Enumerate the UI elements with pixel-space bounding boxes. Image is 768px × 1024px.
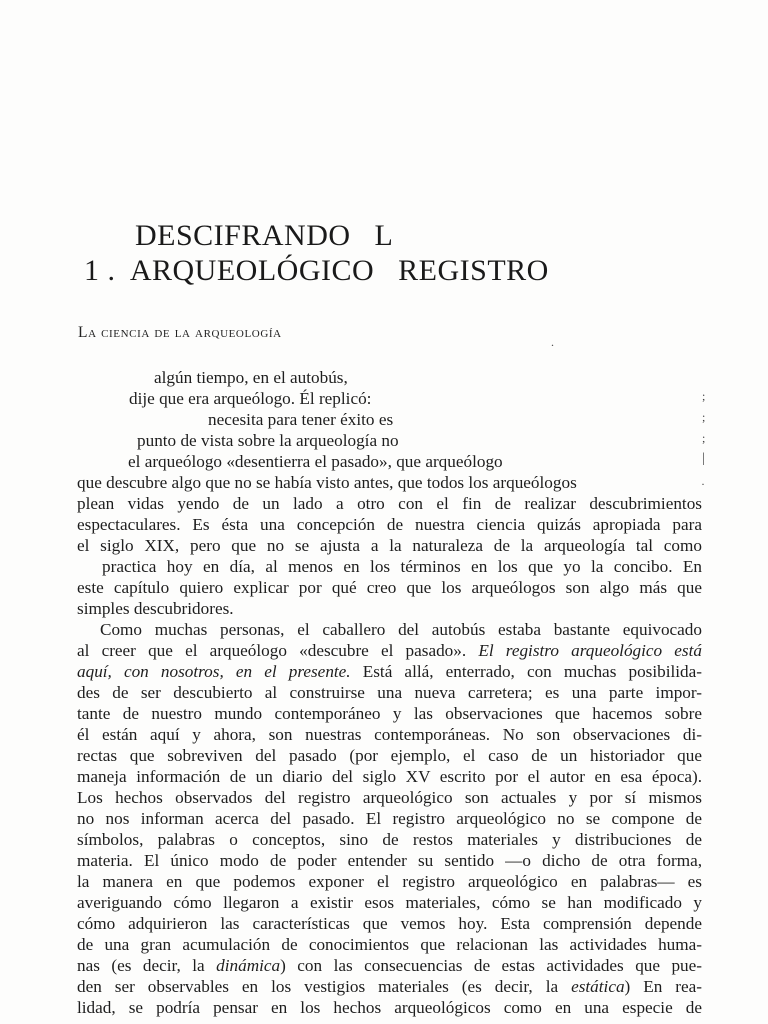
text-line: él están aquí y ahora, son nuestras contemporáneas. No son observaciones di- <box>77 725 702 744</box>
chapter-title-line-1: DESCIFRANDO L <box>135 219 394 252</box>
text-line: simples descubridores. <box>77 599 234 618</box>
text-line <box>77 976 702 997</box>
section-heading-text: La ciencia de la arqueología <box>78 324 282 341</box>
text-line: que descubre algo que no se había visto antes, que todos los arqueólogos <box>77 473 577 492</box>
text-line: Como muchas personas, el caballero del autobús estaba bastante equivocado <box>100 620 702 639</box>
margin-mark: ; <box>702 431 706 445</box>
text-line: rectas que sobreviven del pasado (por ejemplo, el caso de un historiador que <box>77 746 702 765</box>
text-span: nas (es decir, la <box>77 956 205 975</box>
text-line: espectaculares. Es ésta una concepción de nuestra ciencia quizás apropiada para <box>77 515 702 534</box>
text-line: dije que era arqueólogo. Él replicó: <box>129 389 372 408</box>
text-line: practica hoy en día, al menos en los términos en los que yo la concibo. En <box>102 557 702 576</box>
text-line: cómo adquirieron las características que vemos hoy. Esta comprensión depende <box>77 914 702 933</box>
text-line <box>77 661 702 682</box>
text-line: Los hechos observados del registro arqueológico son actuales y por sí mismos <box>77 788 702 807</box>
text-line: plean vidas yendo de un lado a otro con el fin de realizar descubrimientos <box>77 494 702 513</box>
italic-span: dinámica <box>216 956 281 975</box>
text-line: este capítulo quiero explicar por qué creo que los arqueólogos son algo más que <box>77 578 702 597</box>
text-line: materia. El único modo de poder entender su sentido —o dicho de otra forma, <box>77 851 702 870</box>
text-line: el arqueólogo «desentierra el pasado», que arqueólogo <box>128 452 503 471</box>
text-line: símbolos, palabras o conceptos, sino de restos materiales y distribuciones de <box>77 830 702 849</box>
text-line <box>77 640 702 661</box>
margin-mark: ; <box>702 410 706 424</box>
margin-mark: ; <box>702 389 706 403</box>
text-span: ) con las consecuencias de estas actividades que pue- <box>280 956 702 975</box>
text-span: den ser observables en los vestigios materiales (es decir, la <box>77 977 559 996</box>
text-span: ) En rea- <box>624 977 702 996</box>
text-line: averiguando cómo llegaron a existir esos materiales, cómo se han modificado y <box>77 893 702 912</box>
text-line: no nos informan acerca del pasado. El registro arqueológico no se compone de <box>77 809 702 828</box>
text-line: necesita para tener éxito es <box>208 410 394 429</box>
text-line: de una gran acumulación de conocimientos que relacionan las actividades huma- <box>77 935 702 954</box>
text-line: lidad, se podría pensar en los hechos arqueológicos como en una especie de <box>77 998 702 1017</box>
section-heading <box>78 324 282 342</box>
text-line <box>77 955 702 976</box>
italic-span: El registro arqueológico está <box>478 641 702 660</box>
text-line: des de ser descubierto al construirse una nueva carretera; es una parte impor- <box>77 683 702 702</box>
text-line: maneja información de un diario del siglo XV escrito por el autor en esa época). <box>77 767 702 786</box>
italic-span: estática <box>571 977 625 996</box>
text-line: punto de vista sobre la arqueología no <box>137 431 399 450</box>
chapter-title-line-2: 1 . ARQUEOLÓGICO REGISTRO <box>84 254 549 287</box>
margin-mark: · <box>701 477 705 491</box>
text-line: el siglo XIX, pero que no se ajusta a la naturaleza de la arqueología tal como <box>77 536 702 555</box>
text-span: al creer que el arqueólogo «descubre el pasado». <box>77 641 467 660</box>
text-line: tante de nuestro mundo contemporáneo y las observaciones que hacemos sobre <box>77 704 702 723</box>
margin-mark: . <box>551 335 554 349</box>
text-line: la manera en que podemos exponer el registro arqueológico en palabras— es <box>77 872 702 891</box>
margin-mark: | <box>702 451 705 466</box>
text-span: Está allá, enterrado, con muchas posibilida- <box>362 662 702 681</box>
text-line: algún tiempo, en el autobús, <box>154 368 348 387</box>
italic-span: aquí, con nosotros, en el presente. <box>77 662 351 681</box>
